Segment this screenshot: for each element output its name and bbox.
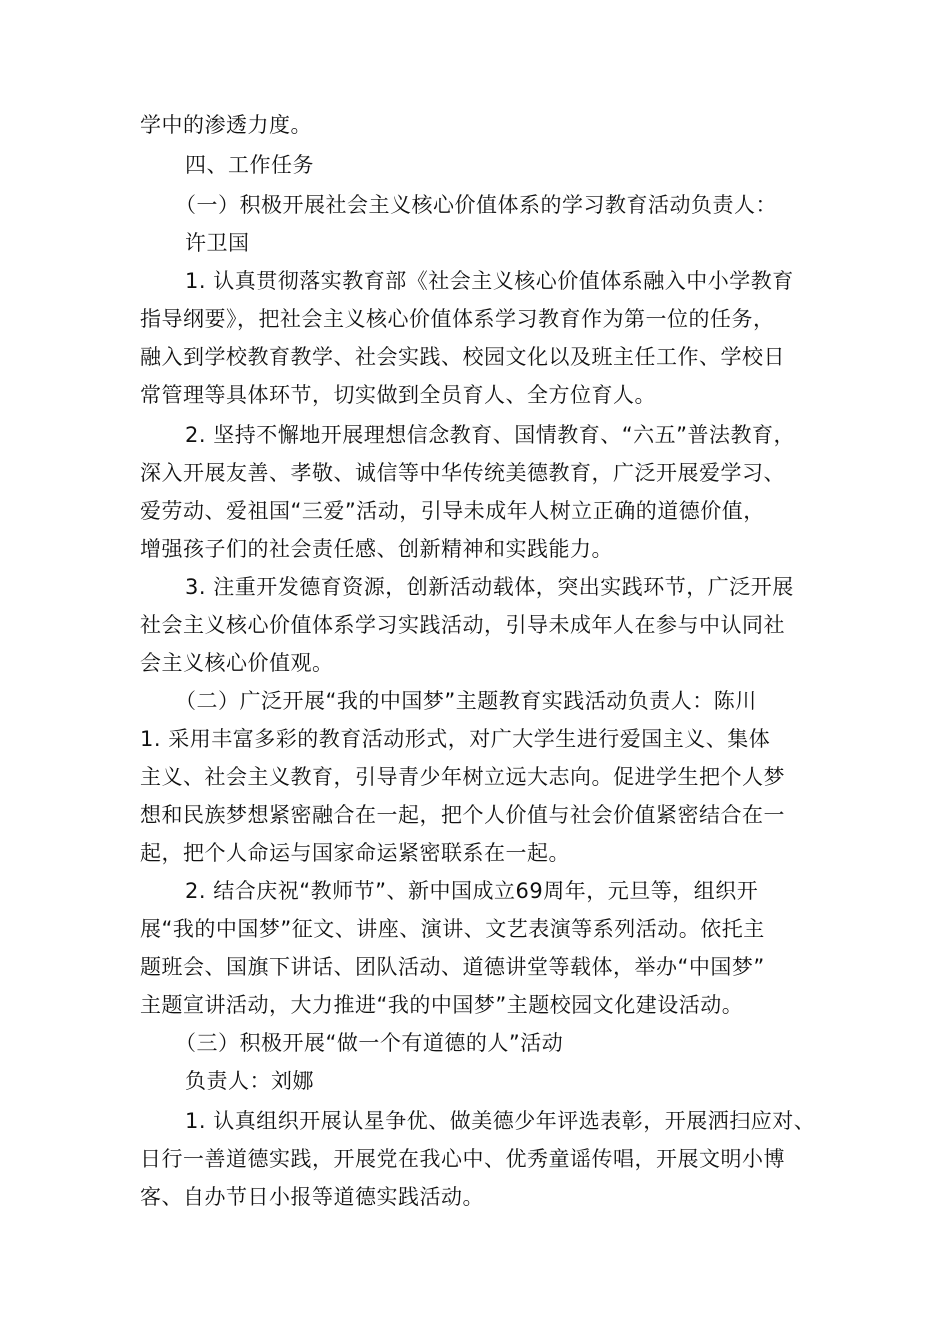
text-line: 增强孩子们的社会责任感、创新精神和实践能力。 bbox=[140, 537, 613, 561]
text-line: 3. 注重开发德育资源，创新活动载体，突出实践环节，广泛开展 bbox=[185, 575, 794, 599]
text-line: 学中的渗透力度。 bbox=[140, 113, 312, 137]
text-line: 2. 结合庆祝“教师节”、新中国成立69周年，元旦等，组织开 bbox=[185, 879, 759, 903]
text-line: 常管理等具体环节，切实做到全员育人、全方位育人。 bbox=[140, 383, 656, 407]
text-line: 负责人：刘娜 bbox=[185, 1069, 314, 1093]
text-line: 日行一善道德实践，开展党在我心中、优秀童谣传唱，开展文明小博 bbox=[140, 1147, 785, 1171]
text-line: 会主义核心价值观。 bbox=[140, 651, 334, 675]
text-line: 想和民族梦想紧密融合在一起，把个人价值与社会价值紧密结合在一 bbox=[140, 803, 785, 827]
text-line: 2. 坚持不懈地开展理想信念教育、国情教育、“六五”普法教育， bbox=[185, 423, 795, 447]
text-line: 主义、社会主义教育，引导青少年树立远大志向。促进学生把个人梦 bbox=[140, 765, 785, 789]
text-line: 起，把个人命运与国家命运紧密联系在一起。 bbox=[140, 841, 570, 865]
text-line: 融入到学校教育教学、社会实践、校园文化以及班主任工作、学校日 bbox=[140, 345, 785, 369]
text-line: 1. 认真组织开展认星争优、做美德少年评选表彰，开展洒扫应对、 bbox=[185, 1109, 816, 1133]
section-heading: 四、工作任务 bbox=[185, 153, 314, 177]
text-line: 展“我的中国梦”征文、讲座、演讲、文艺表演等系列活动。依托主 bbox=[140, 917, 765, 941]
subsection-heading: （二）广泛开展“我的中国梦”主题教育实践活动负责人：陈川 bbox=[175, 689, 757, 713]
text-line: 主题宣讲活动，大力推进“我的中国梦”主题校园文化建设活动。 bbox=[140, 993, 744, 1017]
text-line: 1. 采用丰富多彩的教育活动形式，对广大学生进行爱国主义、集体 bbox=[140, 727, 771, 751]
text-line: 客、自办节日小报等道德实践活动。 bbox=[140, 1185, 484, 1209]
text-line: 爱劳动、爱祖国“三爱”活动，引导未成年人树立正确的道德价值， bbox=[140, 499, 765, 523]
text-line: 题班会、国旗下讲话、团队活动、道德讲堂等载体，举办“中国梦” bbox=[140, 955, 765, 979]
text-line: 1. 认真贯彻落实教育部《社会主义核心价值体系融入中小学教育 bbox=[185, 269, 794, 293]
text-line: 许卫国 bbox=[185, 231, 250, 255]
subsection-heading: （三）积极开展“做一个有道德的人”活动 bbox=[175, 1031, 564, 1055]
text-line: 指导纲要》，把社会主义核心价值体系学习教育作为第一位的任务， bbox=[140, 307, 775, 331]
text-line: 深入开展友善、孝敬、诚信等中华传统美德教育，广泛开展爱学习、 bbox=[140, 461, 785, 485]
text-line: 社会主义核心价值体系学习实践活动，引导未成年人在参与中认同社 bbox=[140, 613, 785, 637]
subsection-heading: （一）积极开展社会主义核心价值体系的学习教育活动负责人： bbox=[175, 193, 777, 217]
